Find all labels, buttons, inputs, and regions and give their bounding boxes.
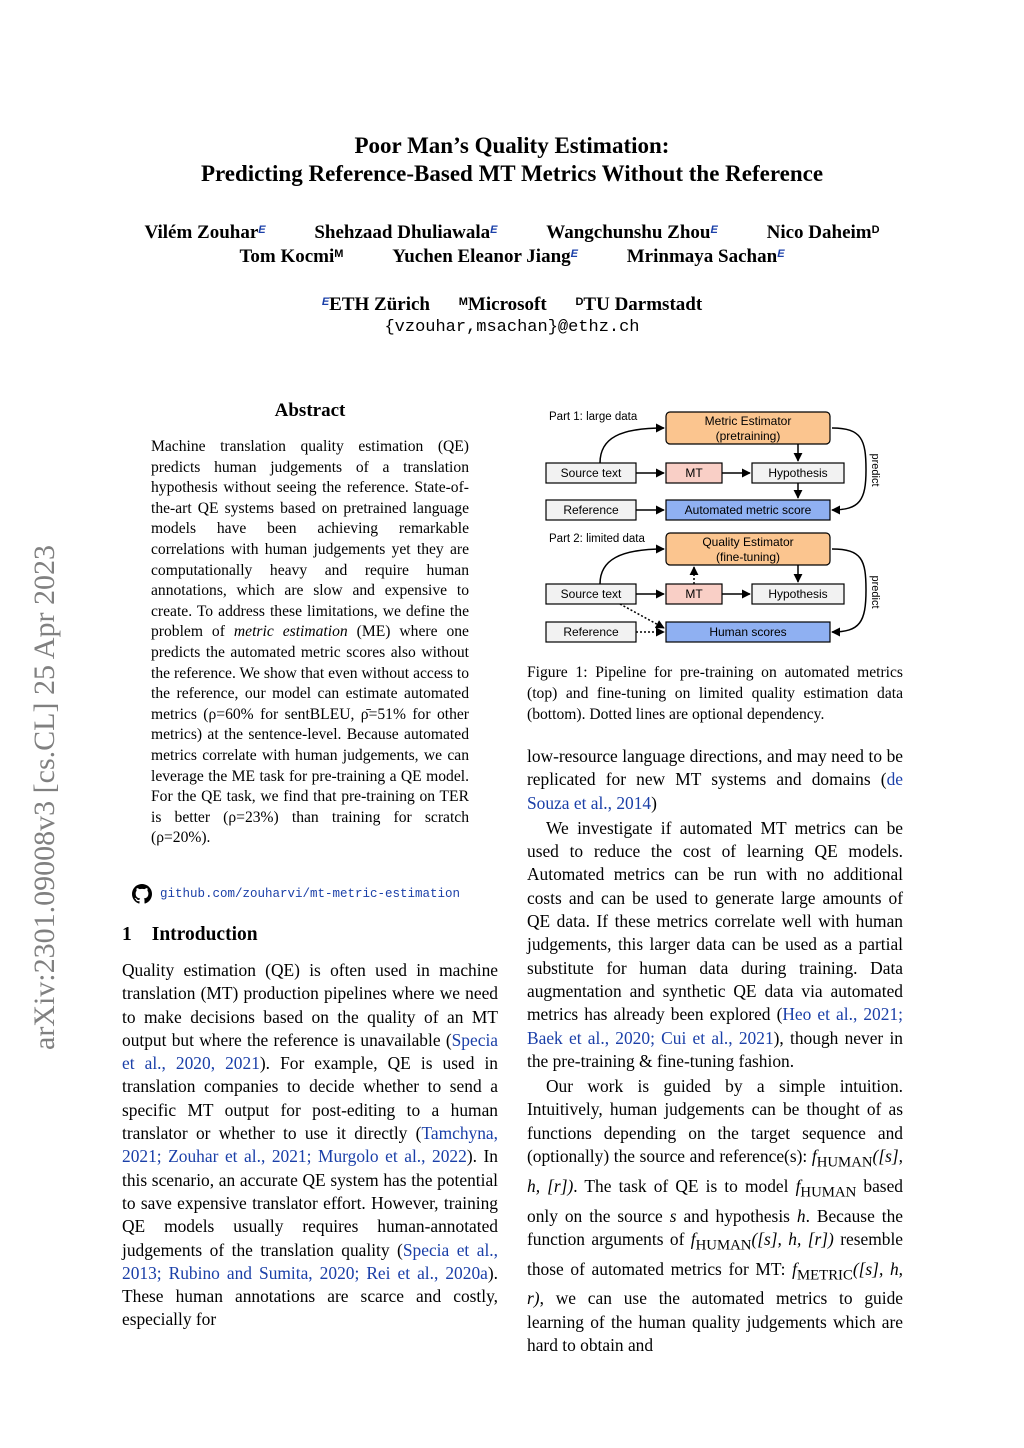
mt-label-1: MT (685, 466, 703, 480)
reference-label-1: Reference (563, 503, 619, 517)
section-heading-introduction: 1 Introduction (122, 924, 258, 945)
figure-1-caption: Figure 1: Pipeline for pre-training on automated metrics (top) and fine-tuning on limited quality estimation data (bottom). Dotted lines are optional dependency. (527, 664, 903, 723)
reference-label-2: Reference (563, 625, 619, 639)
author: Nico Daheim$^D$ (766, 222, 880, 243)
paper-title-line1: Poor Man’s Quality Estimation: (354, 133, 670, 158)
citation-link[interactable]: Heo et al., 2021; Baek et al., 2020; Cui et al., 2021 (527, 1004, 903, 1048)
figure-1-pipeline (540, 400, 910, 650)
affiliation: $^D$TU Darmstadt (575, 294, 703, 315)
human-scores-label: Human scores (709, 625, 787, 639)
hypothesis-label-2: Hypothesis (768, 587, 828, 601)
author: Mrinmaya Sachan$^E$ (626, 246, 785, 267)
mt-label-2: MT (685, 587, 703, 601)
author: Vilém Zouhar$^E$ (144, 222, 266, 243)
authors-row2 (0, 245, 1024, 269)
intro-left-column (122, 959, 498, 1332)
intro-paragraph-2: We investigate if automated MT metrics can be used to reduce the cost of learning QE models. Automated metrics can be run with no additional costs and can be used to generate large amounts of QE data. If these metrics correlate well with human judgements, this larger data can be used as a partial substitute for human data during training. Data augmentation and synthetic QE data via automated metrics has already been explored (Heo et al., 2021; Baek et al., 2020; Cui et al., 2021), though never in the pre-training & fine-tuning fashion. (527, 817, 904, 1071)
github-url: github.com/zouharvi/mt-metric-estimation (160, 887, 461, 901)
quality-estimator-label: Quality Estimator (702, 535, 794, 549)
intro-paragraph-3: Our work is guided by a simple intuition. Intuitively, human judgements can be thought of as functions depending on the target sequence and (optionally) the source and reference(s): $f_{HUMAN}([s]$, h, [r]). The task of QE is to model $f_{HUMAN}$ based only on the source s and hypothesis h. Because the function arguments of $f_{HUMAN}([s]$, h, [r]) resemble those of automated metrics for MT: $f_{METRIC}([s]$, h, r), we can use the automated metrics to guide learning of the human quality judgements which are hard to obtain and (527, 1076, 903, 1355)
citation-link[interactable]: de Souza et al., 2014 (527, 769, 903, 813)
github-link[interactable] (132, 884, 502, 904)
citation-link[interactable]: Specia et al., 2013; Rubino and Sumita, 2020; Rei et al., 2020a (122, 1239, 498, 1283)
author: Tom Kocmi$^M$ (239, 246, 344, 267)
source-text-label-2: Source text (560, 587, 622, 601)
author: Wangchunshu Zhou$^E$ (546, 222, 718, 243)
part1-label: Part 1: large data (549, 411, 638, 423)
github-icon (132, 884, 152, 904)
author: Yuchen Eleanor Jiang$^E$ (392, 246, 578, 267)
abstract-heading: Abstract (274, 400, 346, 421)
quality-estimator-sub: (fine-tuning) (715, 550, 781, 564)
hypothesis-label-1: Hypothesis (768, 466, 828, 480)
metric-estimator-sub: (pretraining) (715, 429, 781, 443)
affiliation: $^E$ETH Zürich (321, 294, 430, 315)
predict-label-1: predict (869, 453, 881, 487)
source-text-label-1: Source text (560, 466, 622, 480)
arxiv-stamp: arXiv:2301.09008v3 [cs.CL] 25 Apr 2023 (28, 545, 61, 1050)
automated-metric-score-label: Automated metric score (684, 503, 812, 517)
citation-link[interactable]: Specia et al., 2020, 2021 (122, 1029, 498, 1074)
predict-label-2: predict (869, 575, 881, 609)
intro-right-column (527, 745, 903, 1357)
citation-link[interactable]: Tamchyna, 2021; Zouhar et al., 2021; Murgolo et al., 2022 (122, 1123, 498, 1167)
intro-paragraph-continued: low-resource language directions, and may need to be replicated for new MT systems and domains (de Souza et al., 2014) (527, 746, 903, 813)
contact-email[interactable]: {vzouhar,msachan}@ethz.ch (384, 318, 640, 337)
part2-label: Part 2: limited data (549, 533, 645, 545)
affiliation: $^M$Microsoft (458, 294, 547, 315)
authors-row1 (0, 221, 1024, 245)
abstract-text: Machine translation quality estimation (QE) predicts human judgements of a translation hypothesis without seeing the reference. State-of-the-art QE systems based on pretrained language models have been achieving remarkable correlations with human judgements yet they are computationally heavy and require human annotations, which are slow and expensive to create. To address these limitations, we define the problem of metric estimation (ME) where one predicts the automated metric scores also without the reference. We show that even without access to the reference, our model can estimate automated metrics (ρ=60% for sentBLEU, ρ̄=51% for other metrics) at the sentence-level. Because automated metrics correlate with human judgements, we can leverage the ME task for pre-training a QE model. For the QE task, we find that pre-training on TER is better (ρ=23%) than training for scratch (ρ=20%). (151, 438, 469, 847)
metric-estimator-label: Metric Estimator (704, 414, 792, 428)
paper-title-line2: Predicting Reference-Based MT Metrics Without the Reference (200, 161, 824, 186)
author: Shehzaad Dhuliawala$^E$ (314, 222, 498, 243)
affiliations (0, 293, 1024, 317)
intro-paragraph-1: Quality estimation (QE) is often used in machine translation (MT) production pipelines where we need to make decisions based on the quality of an MT output but where the reference is unavailable (Specia et al., 2020, 2021). For example, QE is used in translation companies to decide whether to send a specific MT output for post-editing to a human translator or whether to use it directly (Tamchyna, 2021; Zouhar et al., 2021; Murgolo et al., 2022). In this scenario, an accurate QE system has the potential to save expensive translator effort. However, training QE models usually requires human-annotated judgements of the translation quality (Specia et al., 2013; Rubino and Sumita, 2020; Rei et al., 2020a). These human annotations are scarce and costly, especially for (122, 960, 498, 1330)
